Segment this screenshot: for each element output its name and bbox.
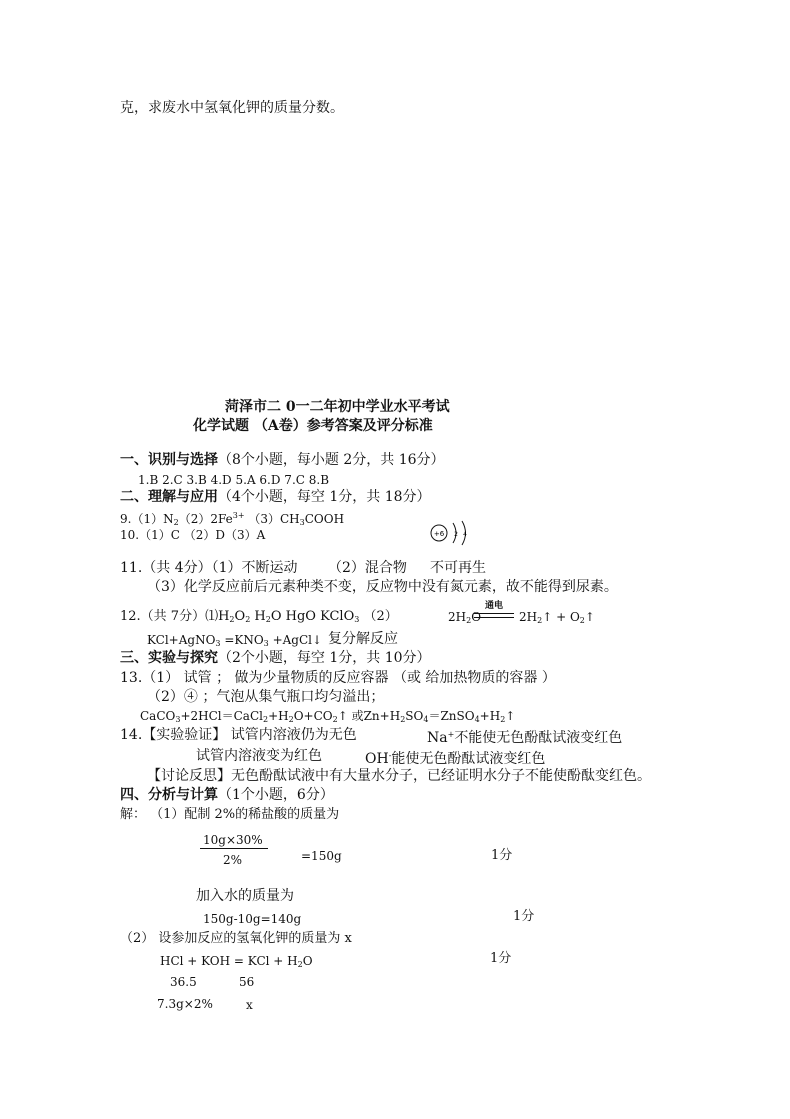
fraction-numerator: 10g×30%	[203, 833, 263, 847]
q9-part2: （2）2Fe	[178, 512, 233, 526]
q12-equation-right	[519, 609, 595, 629]
q12-condition: 通电	[484, 601, 503, 611]
section-1-title: 一、识别与选择	[120, 452, 218, 468]
section-2-note: （4个小题，每空 1分，共 18分）	[218, 489, 431, 505]
q12-b4: 3	[354, 615, 360, 624]
na-rest: 不能使无色酚酞试液变红色	[454, 730, 623, 746]
q9-part1: 9.（1）N	[120, 512, 174, 526]
eq-sub: 2	[297, 960, 303, 969]
page-title: 菏泽市二 0一二年初中学业水平考试	[225, 399, 450, 415]
oh-rest: 能使无色酚酞试液变红色	[391, 751, 546, 767]
section-4-note: （1个小题，6分）	[218, 787, 334, 803]
score-2: 1分	[513, 909, 535, 924]
q11-part-c: 不可再生	[430, 560, 486, 576]
section-1-answers: 1.B 2.C 3.B 4.D 5.A 6.D 7.C 8.B	[138, 473, 330, 487]
q12-d5: +AgCl↓	[268, 633, 323, 647]
c10: 2	[400, 715, 406, 724]
fraction-result: =150g	[301, 849, 342, 863]
q12-d2: 3	[215, 639, 221, 648]
c8: 2	[332, 715, 338, 724]
c3: +2HCl＝CaCl	[180, 709, 263, 723]
c2: 3	[175, 715, 181, 724]
q12-a2: 2	[229, 615, 235, 624]
section-1-note: （8个小题，每小题 2分，共 16分）	[218, 452, 445, 468]
q12-b: H	[250, 609, 266, 624]
water-mass-calc: 150g-10g=140g	[203, 912, 302, 926]
c9: ↑ 或Zn+H	[337, 709, 401, 723]
eq-main: HCl + KOH = KCl + H	[160, 954, 298, 968]
q12-b3: O HgO KClO	[270, 609, 355, 624]
q12-d4: 3	[263, 639, 269, 648]
fraction-denominator: 2%	[223, 853, 243, 867]
q11-part-b: （2）混合物	[328, 560, 407, 576]
eq-l2: 2	[466, 616, 472, 625]
q11-line2: （3）化学反应前后元素种类不变，反应物中没有氮元素，故不能得到尿素。	[147, 579, 618, 595]
mass-hcl: 7.3g×2%	[157, 997, 213, 1011]
eq-r4: 2	[579, 616, 585, 625]
score-3: 1分	[490, 951, 512, 966]
eq-o: O	[302, 954, 313, 968]
section-4-title: 四、分析与计算	[120, 787, 218, 803]
q14-line2-right	[365, 748, 545, 767]
section-3-heading	[120, 650, 431, 666]
q12-a4: 2	[245, 615, 251, 624]
mass-koh-x: x	[246, 998, 253, 1012]
eq-l: 2H	[448, 610, 467, 624]
c6: 2	[288, 715, 294, 724]
section-3-title: 三、实验与探究	[120, 650, 218, 666]
c5: +H	[268, 709, 289, 723]
c1: CaCO	[140, 709, 176, 723]
water-mass-label: 加入水的质量为	[196, 888, 294, 904]
section-1-heading	[120, 452, 445, 468]
q9-part4: COOH	[304, 512, 345, 526]
reaction-equation	[160, 953, 313, 973]
q11-part-a: 11.（共 4分）（1）不断运动	[120, 560, 298, 576]
page-subtitle: 化学试题 （A卷）参考答案及评分标准	[193, 418, 433, 434]
c14: 4	[474, 715, 480, 724]
equals-line-top	[474, 613, 514, 614]
q12-b2: 2	[265, 615, 271, 624]
q12-line2	[147, 632, 322, 652]
eq-r3: ↑ + O	[542, 610, 580, 624]
q10-answer: 10.（1）C （2）D（3）A	[120, 528, 266, 542]
molar-mass-koh: 56	[239, 975, 255, 989]
equals-line-bottom	[474, 617, 514, 618]
q9-part3: （3）CH	[244, 512, 300, 526]
fraction-bar	[200, 848, 268, 849]
c13: ＝ZnSO	[428, 709, 475, 723]
section-2-title: 二、理解与应用	[120, 489, 218, 505]
q14-line1: 14.【实验验证】 试管内溶液仍为无色	[120, 727, 357, 743]
electron-count-1: 2	[454, 531, 458, 538]
oh-sup: -	[388, 751, 392, 760]
solution-part2: （2） 设参加反应的氢氧化钾的质量为 x	[120, 931, 352, 946]
section-3-note: （2个小题，每空 1分，共 10分）	[218, 650, 431, 666]
q12-equation-left	[448, 609, 481, 629]
score-1: 1分	[491, 848, 513, 863]
atom-nucleus-charge: +6	[433, 530, 445, 538]
q12-d3: =KNO	[220, 633, 264, 647]
c17: ↑	[505, 709, 516, 723]
q12-d1: KCl+AgNO	[147, 633, 216, 647]
carbon-atom-structure-diagram	[428, 520, 474, 546]
q9-sup: 3+	[232, 511, 245, 520]
q12-line1	[120, 609, 398, 628]
continued-question-text: 克，求废水中氢氧化钾的质量分数。	[120, 100, 344, 116]
c4: 2	[262, 715, 269, 724]
oh: OH	[365, 751, 389, 767]
eq-r5: ↑	[584, 610, 595, 624]
electron-count-2: 4	[463, 531, 467, 538]
eq-l3: O	[471, 610, 482, 624]
q14-line3: 【讨论反思】无色酚酞试液中有大量水分子，已经证明水分子不能使酚酞变红色。	[147, 768, 651, 784]
q14-line1-right	[427, 727, 622, 746]
q9-sub1: 2	[173, 518, 179, 527]
na-sup: +	[447, 730, 455, 739]
c11: SO	[405, 709, 424, 723]
c16: 2	[500, 715, 506, 724]
q11-line1	[120, 560, 298, 576]
q12-c: （2）	[359, 609, 398, 624]
section-2-heading	[120, 489, 431, 505]
c12: 4	[423, 715, 429, 724]
q9-sub2: 3	[299, 518, 305, 527]
eq-r: 2H	[519, 610, 538, 624]
q13-line2: （2）④ ；气泡从集气瓶口均匀溢出；	[147, 689, 385, 705]
eq-r2: 2	[537, 616, 543, 625]
section-4-heading	[120, 787, 334, 803]
solution-part1: 解： （1）配制 2%的稀盐酸的质量为	[120, 807, 340, 822]
q12-reaction-type: 复分解反应	[328, 631, 398, 647]
q13-line1: 13.（1） 试管 ； 做为少量物质的反应容器 （或 给加热物质的容器 ）	[120, 670, 556, 686]
q13-line3	[140, 708, 515, 728]
molar-mass-hcl: 36.5	[170, 975, 197, 989]
na: Na	[427, 730, 448, 746]
c15: +H	[479, 709, 501, 723]
q12-a3: O	[234, 609, 246, 624]
q14-line2: 试管内溶液变为红色	[196, 748, 322, 764]
q12-a: 12.（共 7分）⑴H	[120, 609, 230, 624]
c7: O+CO	[293, 709, 333, 723]
